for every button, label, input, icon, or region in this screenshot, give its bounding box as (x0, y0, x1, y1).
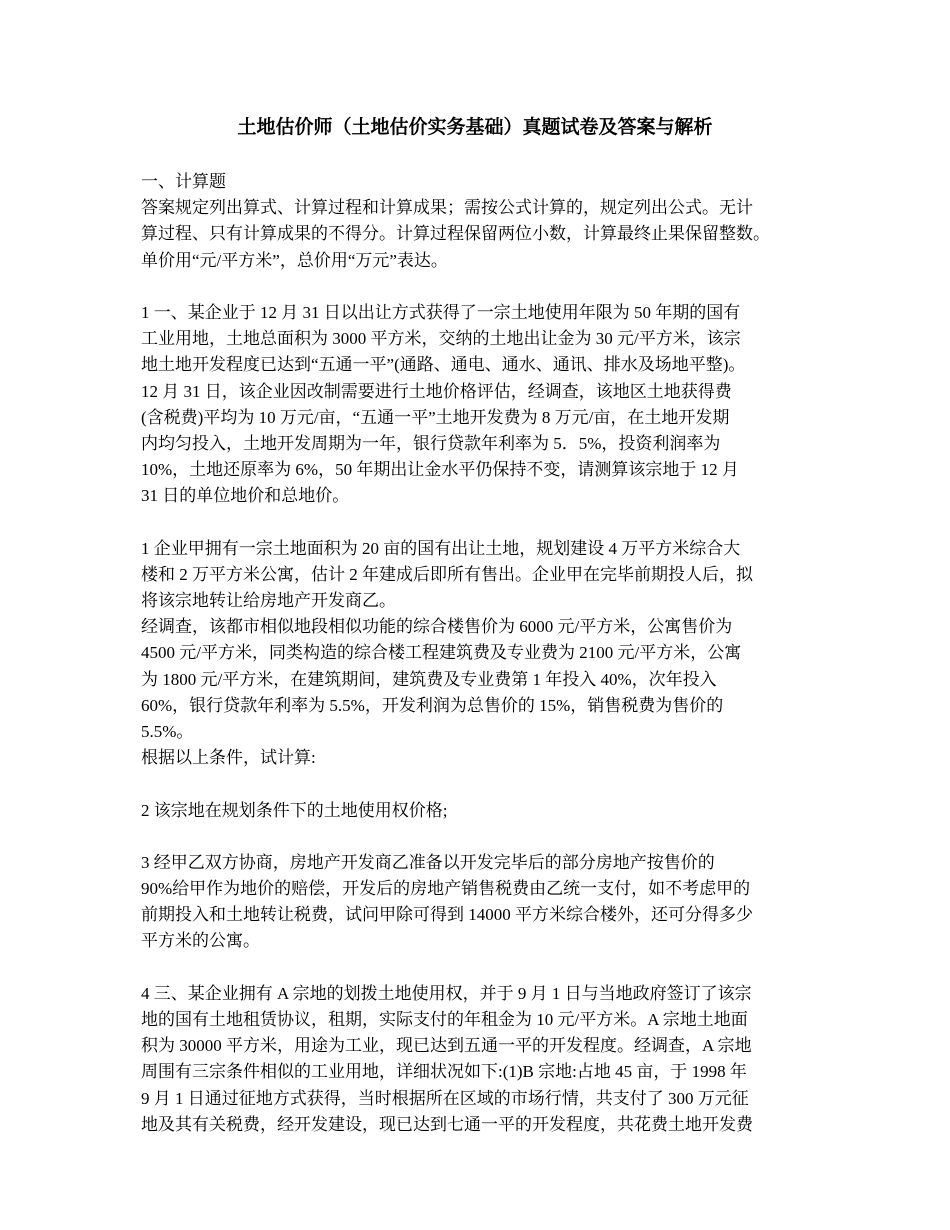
text-line: 内均匀投入，土地开发周期为一年，银行贷款年利率为 5．5%，投资利润率为 (141, 433, 721, 453)
text-line: 单价用“元/平方米”，总价用“万元”表达。 (141, 250, 448, 270)
text-line: 2 该宗地在规划条件下的土地使用权价格; (141, 800, 448, 820)
text-line: 楼和 2 万平方米公寓，估计 2 年建成后即所有售出。企业甲在完毕前期投人后，拟 (141, 564, 753, 584)
text-line: 地土地开发程度已达到“五通一平”(通路、通电、通水、通讯、排水及场地平整)。 (141, 355, 746, 375)
text-line: 1 一、某企业于 12 月 31 日以出让方式获得了一宗土地使用年限为 50 年期的国有 (141, 302, 741, 322)
blank-line (141, 771, 831, 797)
text-line: 4 三、某企业拥有 A 宗地的划拨土地使用权，并于 9 月 1 日与当地政府签订了该宗 (141, 983, 752, 1003)
document-title: 土地估价师（土地估价实务基础）真题试卷及答案与解析 (237, 117, 713, 138)
blank-line (141, 509, 831, 535)
text-line: 周围有三宗条件相似的工业用地，详细状况如下:(1)B 宗地:占地 45 亩，于 1998 年 (141, 1062, 747, 1082)
text-line: 60%，银行贷款年利率为 5.5%，开发利润为总售价的 15%，销售税费为售价的 (141, 695, 724, 715)
text-line: 5.5%。 (141, 721, 194, 741)
text-line: 前期投入和土地转让税费，试问甲除可得到 14000 平方米综合楼外，还可分得多少 (141, 905, 753, 925)
text-line: 工业用地，土地总面积为 3000 平方米，交纳的土地出让金为 30 元/平方米，该宗 (141, 329, 741, 349)
text-line: 31 日的单位地价和总地价。 (141, 486, 350, 506)
text-line: 10%，土地还原率为 6%，50 年期出让金水平仍保持不变，请测算该宗地于 12 月 (141, 460, 739, 480)
text-line: 将该宗地转让给房地产开发商乙。 (141, 591, 396, 610)
text-line: 3 经甲乙双方协商，房地产开发商乙准备以开发完毕后的部分房地产按售价的 (141, 852, 715, 872)
text-line: 90%给甲作为地价的赔偿，开发后的房地产销售税费由乙统一支付，如不考虑甲的 (141, 879, 751, 899)
text-line: 地及其有关税费，经开发建设，现已达到七通一平的开发程度，共花费土地开发费 (141, 1114, 753, 1134)
text-line: 积为 30000 平方米，用途为工业，现已达到五通一平的开发程度。经调查，A 宗地 (141, 1036, 752, 1056)
text-line: 经调查，该都市相似地段相似功能的综合楼售价为 6000 元/平方米，公寓售价为 (141, 617, 733, 637)
blank-line (141, 274, 831, 300)
text-line: 答案规定列出算式、计算过程和计算成果；需按公式计算的，规定列出公式。无计 (141, 198, 753, 218)
text-line: 1 企业甲拥有一宗土地面积为 20 亩的国有出让土地，规划建设 4 万平方米综合大 (141, 538, 741, 558)
blank-line (141, 824, 831, 850)
text-line: 12 月 31 日，该企业因改制需要进行土地价格评估，经调查，该地区土地获得费 (141, 381, 732, 401)
text-line: 根据以上条件，试计算: (141, 748, 316, 768)
text-line: 4500 元/平方米，同类构造的综合楼工程建筑费及专业费为 2100 元/平方米，公寓 (141, 643, 742, 663)
document-body (141, 169, 831, 1138)
text-line: 地的国有土地租赁协议，租期，实际支付的年租金为 10 元/平方米。A 宗地土地面 (141, 1010, 748, 1029)
text-line: (含税费)平均为 10 万元/亩，“五通一平”土地开发费为 8 万元/亩，在土地开发期 (141, 407, 730, 427)
blank-line (141, 955, 831, 981)
text-line: 9 月 1 日通过征地方式获得，当时根据所在区域的市场行情，共支付了 300 万元征 (141, 1088, 749, 1108)
text-line: 平方米的公寓。 (141, 931, 260, 951)
text-line: 算过程、只有计算成果的不得分。计算过程保留两位小数，计算最终止果保留整数。 (141, 224, 770, 244)
text-line: 一、计算题 (141, 172, 226, 191)
text-line: 为 1800 元/平方米，在建筑期间，建筑费及专业费第 1 年投入 40%，次年投入 (141, 669, 717, 689)
